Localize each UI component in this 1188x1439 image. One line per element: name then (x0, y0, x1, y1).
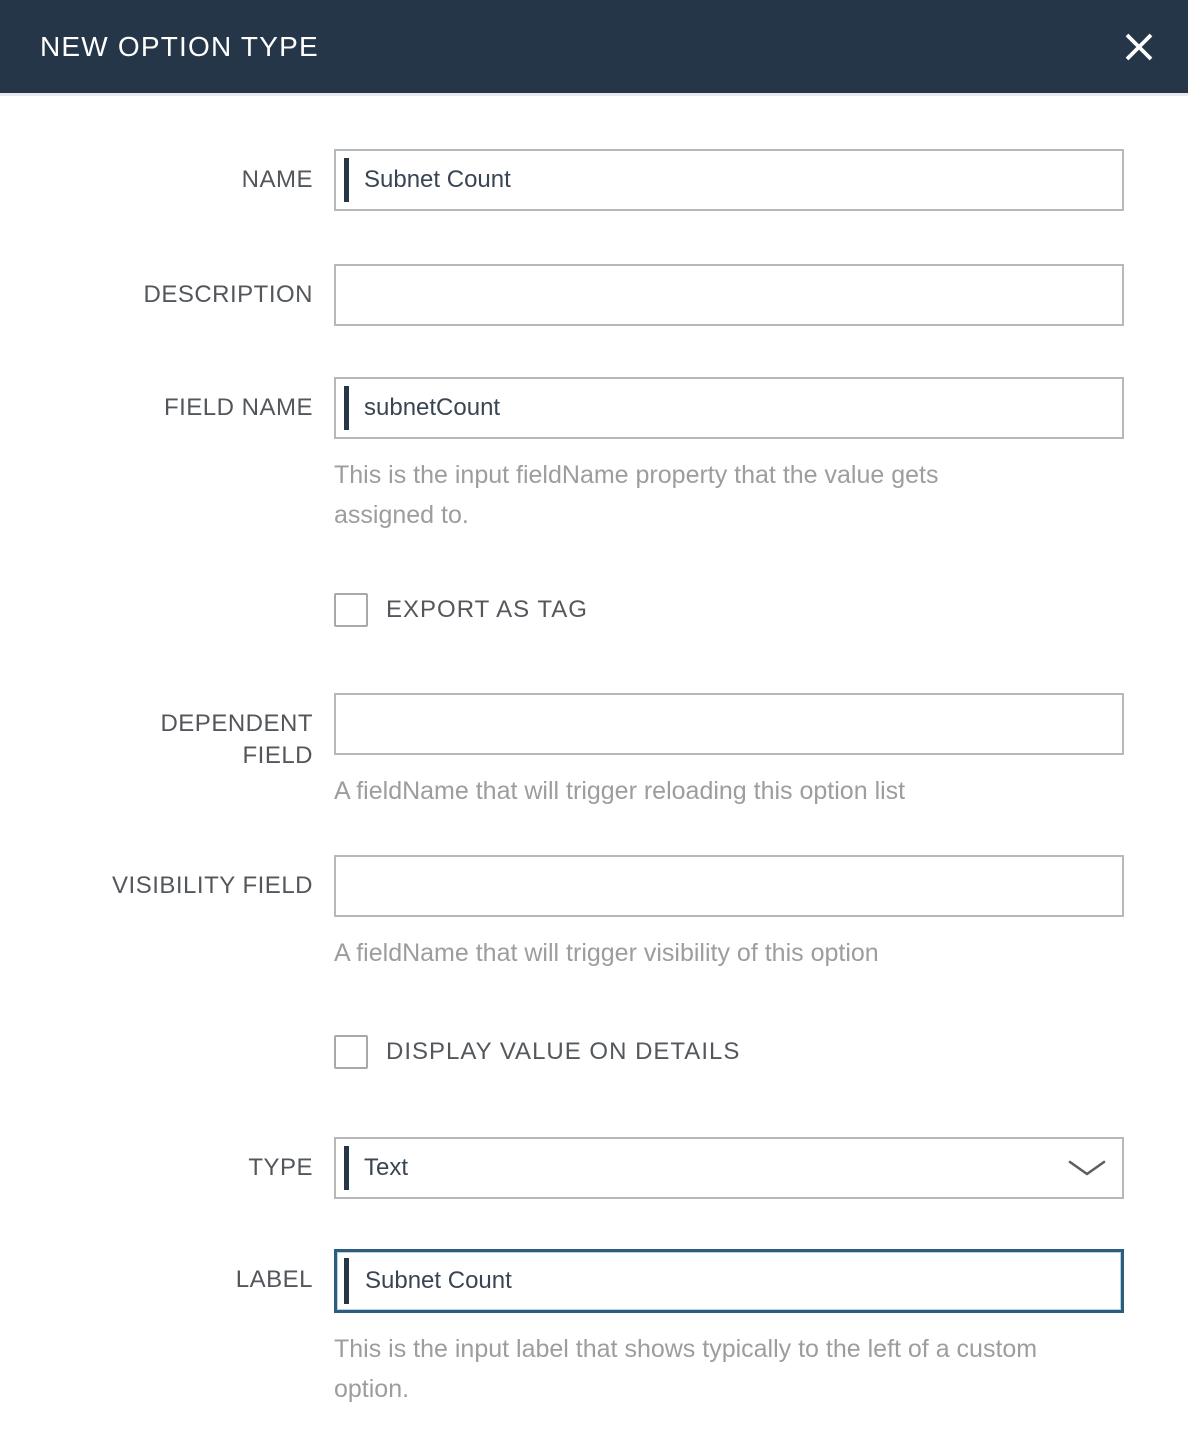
label-input[interactable] (334, 1249, 1124, 1313)
name-label: NAME (241, 166, 313, 193)
label-help: This is the input label that shows typically to the left of a custom option. (334, 1335, 1038, 1403)
visibility-field-label: VISIBILITY FIELD (112, 872, 313, 899)
display-value-label[interactable]: DISPLAY VALUE ON DETAILS (386, 1038, 741, 1065)
export-as-tag-label[interactable]: EXPORT AS TAG (386, 596, 588, 623)
field-name-help: This is the input fieldName property that the value gets assigned to. (334, 461, 939, 529)
close-button[interactable] (1116, 24, 1162, 70)
visibility-field-help: A fieldName that will trigger visibility of this option (334, 939, 879, 967)
form-row-description (0, 264, 1188, 326)
type-select[interactable] (334, 1137, 1124, 1199)
field-name-input[interactable] (334, 377, 1124, 439)
description-label: DESCRIPTION (143, 281, 313, 308)
modal-header (0, 0, 1188, 96)
type-select-value: Text (334, 1137, 1124, 1199)
field-name-label: FIELD NAME (163, 394, 313, 421)
name-input[interactable] (334, 149, 1124, 211)
display-value-checkbox[interactable] (334, 1035, 368, 1069)
form-row-field-name (0, 377, 1188, 535)
modal-body (0, 149, 1188, 1439)
label-field-label: LABEL (235, 1266, 313, 1293)
dependent-field-input[interactable] (334, 693, 1124, 755)
form-row-dependent-field (0, 693, 1188, 811)
visibility-field-input[interactable] (334, 855, 1124, 917)
form-row-export-as-tag (0, 593, 1188, 627)
close-icon (1120, 28, 1158, 66)
form-row-display-value (0, 1035, 1188, 1069)
dependent-field-label: DEPENDENT FIELD (160, 710, 313, 769)
form-row-visibility-field (0, 855, 1188, 973)
modal-title: NEW OPTION TYPE (40, 30, 319, 62)
type-label: TYPE (248, 1154, 313, 1181)
form-row-name (0, 149, 1188, 211)
description-input[interactable] (334, 264, 1124, 326)
form-row-type (0, 1137, 1188, 1199)
form-row-label (0, 1249, 1188, 1409)
dependent-field-help: A fieldName that will trigger reloading this option list (334, 777, 906, 805)
export-as-tag-checkbox[interactable] (334, 593, 368, 627)
